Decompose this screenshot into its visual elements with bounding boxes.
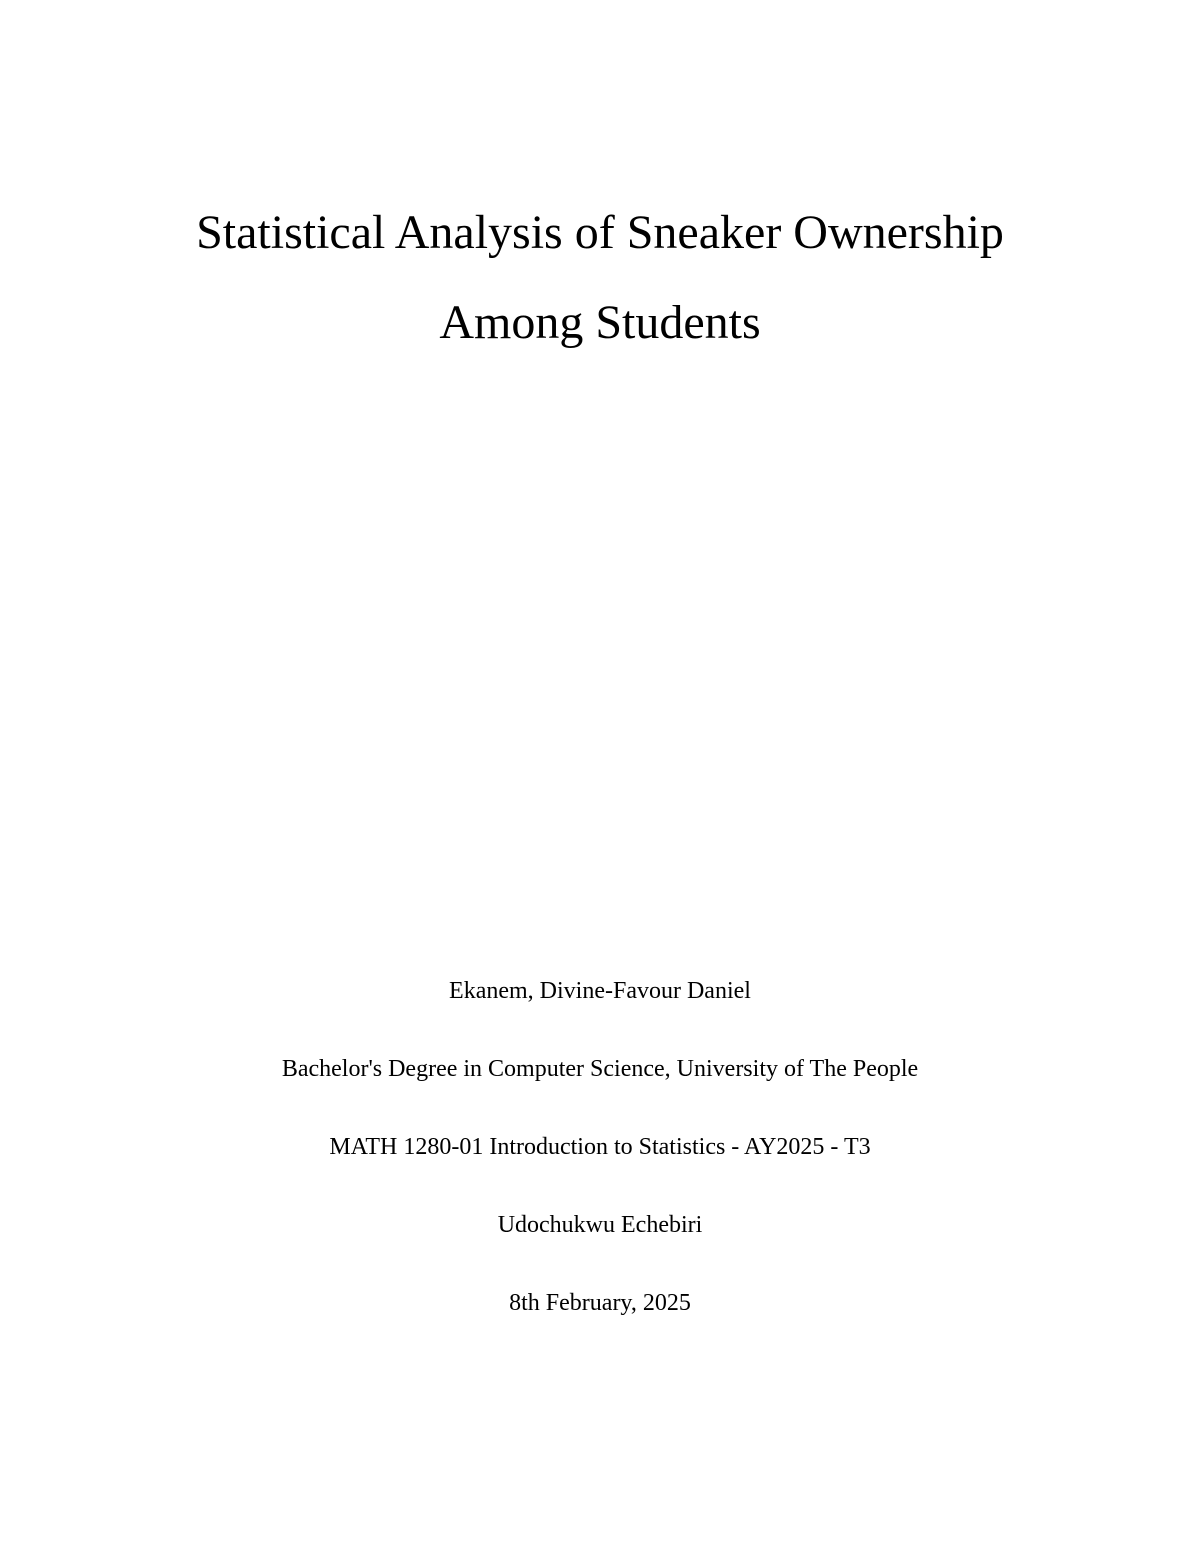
- byline: [0, 972, 1200, 1362]
- course-name: MATH 1280-01 Introduction to Statistics - AY2025 - T3: [329, 1134, 871, 1160]
- title-line-2: Among Students: [439, 296, 761, 349]
- paper-title: [0, 188, 1200, 368]
- author-name: Ekanem, Divine-Favour Daniel: [449, 978, 751, 1004]
- degree-program: Bachelor's Degree in Computer Science, University of The People: [281, 1056, 919, 1082]
- instructor-name: Udochukwu Echebiri: [497, 1212, 703, 1238]
- title-line-1: Statistical Analysis of Sneaker Ownership: [196, 206, 1004, 259]
- submission-date: 8th February, 2025: [509, 1290, 691, 1316]
